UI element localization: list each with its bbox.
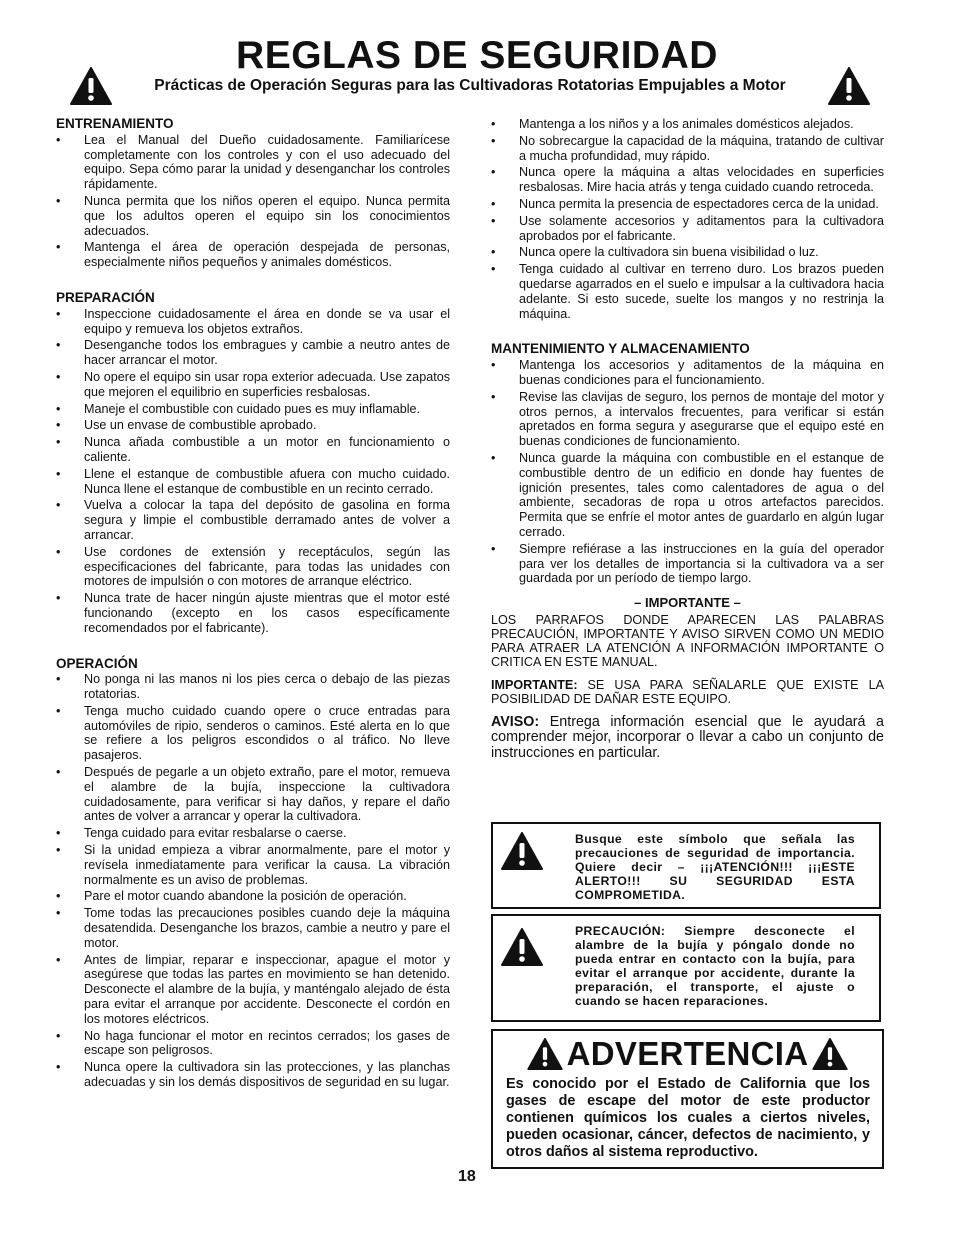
advertencia-box xyxy=(491,1029,884,1169)
importante-label: IMPORTANTE: xyxy=(491,677,578,692)
list-item: • Nunca añada combustible a un motor en funcionamiento o caliente. xyxy=(56,435,450,465)
list-item: • Nunca opere la máquina a altas velocidades en superficies resbalosas. Mire hacia atrás y tenga cuidado cuando retroceda. xyxy=(491,165,884,195)
list-item: • Use cordones de extensión y receptáculos, según las especificaciones del fabricante, para todas las unidades con motores de impulsión o con motores de arranque eléctrico. xyxy=(56,545,450,589)
warning-triangle-icon xyxy=(501,928,543,966)
list-item: • Siempre refiérase a las instrucciones en la guía del operador para ver los detalles de importancia si la cultivadora va a ser guardada por un período de tiempo largo. xyxy=(491,542,884,586)
section-heading-entrenamiento: ENTRENAMIENTO xyxy=(56,116,174,131)
safety-symbol-box xyxy=(491,822,881,909)
list-item: • Lea el Manual del Dueño cuidadosamente. Familiarícese completamente con los controles y con el uso adecuado del equipo. Sepa cómo parar la unidad y desenganchar los controles rápidamente. xyxy=(56,133,450,192)
list-item: • No sobrecargue la capacidad de la máquina, tratando de cultivar a mucha profundidad, muy rápido. xyxy=(491,134,884,164)
list-item: • Llene el estanque de combustible afuera con mucho cuidado. Nunca llene el estanque de combustible en un recinto cerrado. xyxy=(56,467,450,497)
list-item: • Mantenga a los niños y a los animales domésticos alejados. xyxy=(491,117,884,132)
list-item: • Use solamente accesorios y aditamentos para la cultivadora aprobados por el fabricante. xyxy=(491,214,884,244)
advertencia-title: ADVERTENCIA xyxy=(566,1035,809,1072)
list-item: • Nunca guarde la máquina con combustible en el estanque de combustible dentro de un edificio en donde hay fuentes de ignición presentes, tales como calentadores de agua o del ambiente, secadoras de ropa u otros artefactos parecidos. Permita que se enfríe el motor antes de guardarlo en algún lugar cerrado. xyxy=(491,451,884,540)
list-item: • No ponga ni las manos ni los pies cerca o debajo de las piezas rotatorias. xyxy=(56,672,450,702)
list-item: • Nunca opere la cultivadora sin buena visibilidad o luz. xyxy=(491,245,884,260)
page-number: 18 xyxy=(458,1168,476,1185)
advertencia-text: Es conocido por el Estado de California que los gases de escape del motor de este productor contienen químicos los cuales a ciertos niveles, pueden ocasionar, cáncer, defectos de nacimiento, y otros daños al sistema reproductivo. xyxy=(506,1076,870,1160)
safety-symbol-text: Busque este símbolo que señala las precauciones de seguridad de importancia. Quiere decir – ¡¡¡ATENCIÓN!!! ¡¡¡ESTE ALERTO!!! SU SEGURIDAD ESTA COMPROMETIDA. xyxy=(575,832,855,902)
mantenimiento-list xyxy=(491,358,884,586)
list-item: • Revise las clavijas de seguro, los pernos de montaje del motor y otros pernos, a intervalos frecuentes, para verificar si están apretados en forma segura y asegurarse que el equipo esté en buenas condiciones de funcionamiento. xyxy=(491,390,884,449)
importante-text: SE USA PARA SEÑALARLE QUE EXISTE LA POSIBILIDAD DE DAÑAR ESTE EQUIPO. xyxy=(491,677,884,706)
section-heading-mantenimiento: MANTENIMIENTO Y ALMACENAMIENTO xyxy=(491,341,750,357)
warning-triangle-icon xyxy=(527,1038,563,1070)
list-item: • Pare el motor cuando abandone la posición de operación. xyxy=(56,889,450,904)
aviso-definition xyxy=(491,715,884,762)
list-item: • Vuelva a colocar la tapa del depósito de gasolina en forma segura y limpie el combustible derramado antes de volver a arrancar. xyxy=(56,498,450,542)
list-item: • Si la unidad empieza a vibrar anormalmente, pare el motor y revísela inmediatamente para verificar la causa. La vibración normalmente es un aviso de problemas. xyxy=(56,843,450,887)
list-item: • Mantenga el área de operación despejada de personas, especialmente niños pequeños y animales domésticos. xyxy=(56,240,450,270)
list-item: • Tenga cuidado para evitar resbalarse o caerse. xyxy=(56,826,450,841)
precaucion-box xyxy=(491,914,881,1022)
list-item: • Nunca permita que los niños operen el equipo. Nunca permita que los adultos operen el equipo sin los conocimientos adecuados. xyxy=(56,194,450,238)
operacion-continued-list xyxy=(491,117,884,321)
list-item: • No haga funcionar el motor en recintos cerrados; los gases de escape son peligrosos. xyxy=(56,1029,450,1059)
precaucion-text: PRECAUCIÓN: Siempre desconecte el alambre de la bujía y póngalo donde no pueda entrar en contacto con la bujía, para evitar el arranque por accidente, durante la preparación, el transporte, el ajuste o cuando se hacen reparaciones. xyxy=(575,924,855,1008)
subtitle: Prácticas de Operación Seguras para las Cultivadoras Rotatorias Empujables a Motor xyxy=(154,77,786,94)
importante-paragraph: LOS PARRAFOS DONDE APARECEN LAS PALABRAS PRECAUCIÓN, IMPORTANTE Y AVISO SIRVEN COMO UN MEDIO PARA ATRAER LA ATENCIÓN A INFORMACIÓN IMPORTANTE O CRITICA EN ESTE MANUAL. xyxy=(491,612,884,669)
list-item: • Maneje el combustible con cuidado pues es muy inflamable. xyxy=(56,402,450,417)
entrenamiento-list xyxy=(56,133,450,270)
warning-triangle-icon xyxy=(501,832,543,870)
list-item: • Use un envase de combustible aprobado. xyxy=(56,418,450,433)
left-column xyxy=(56,117,450,1092)
warning-triangle-icon xyxy=(812,1038,848,1070)
section-heading-preparacion: PREPARACIÓN xyxy=(56,289,155,305)
list-item: • Después de pegarle a un objeto extraño, pare el motor, remueva el alambre de la bujía, inspeccione la cultivadora cuidadosamente, para verificar si hay daños, y repare el daño antes de volver a arrancar y operar la cultivadora. xyxy=(56,765,450,824)
importante-heading: – IMPORTANTE – xyxy=(634,595,741,611)
list-item: • Nunca opere la cultivadora sin las protecciones, y las planchas adecuadas y sin los demás dispositivos de seguridad en su lugar. xyxy=(56,1060,450,1090)
section-heading-operacion: OPERACIÓN xyxy=(56,655,138,671)
preparacion-list xyxy=(56,307,450,636)
right-column xyxy=(491,117,884,761)
list-item: • Mantenga los accesorios y aditamentos de la máquina en buenas condiciones para el funcionamiento. xyxy=(491,358,884,388)
operacion-list xyxy=(56,672,450,1090)
warning-triangle-icon xyxy=(70,67,112,105)
list-item: • Nunca trate de hacer ningún ajuste mientras que el motor esté funcionando (excepto en los casos específicamente recomendados por el fabricante). xyxy=(56,591,450,635)
list-item: • Inspeccione cuidadosamente el área en donde se va usar el equipo y remueva los objetos extraños. xyxy=(56,307,450,337)
warning-triangle-icon xyxy=(828,67,870,105)
aviso-label: AVISO: xyxy=(491,713,540,730)
list-item: • Nunca permita la presencia de espectadores cerca de la unidad. xyxy=(491,197,884,212)
subtitle-row xyxy=(70,66,870,106)
list-item: • No opere el equipo sin usar ropa exterior adecuada. Use zapatos que mejoren el equilibrio en superficies resbalosas. xyxy=(56,370,450,400)
list-item: • Desenganche todos los embragues y cambie a neutro antes de hacer arrancar el motor. xyxy=(56,338,450,368)
importante-definition xyxy=(491,678,884,706)
list-item: • Tome todas las precauciones posibles cuando deje la máquina desatendida. Desenganche los brazos, cambie a neutro y pare el motor. xyxy=(56,906,450,950)
page-title: REGLAS DE SEGURIDAD xyxy=(236,34,718,77)
list-item: • Tenga mucho cuidado cuando opere o cruce entradas para automóviles de ripio, senderos o caminos. Esté alerta en lo que se refiere a los peligros escondidos o al tráfico. No lleve pasajeros. xyxy=(56,704,450,763)
list-item: • Antes de limpiar, reparar e inspeccionar, apague el motor y asegúrese que todas las partes en movimiento se han detenido. Desconecte el alambre de la bujía, y manténgalo alejado de ésta para evitar el arranque por accidente. Desconecte el cordón en los motores eléctricos. xyxy=(56,953,450,1027)
advertencia-header xyxy=(493,1035,882,1073)
list-item: • Tenga cuidado al cultivar en terreno duro. Los brazos pueden quedarse agarrados en el suelo e impulsar a la cultivadora hacia adelante. Si esto sucede, suelte los mangos y no restrinja la máquina. xyxy=(491,262,884,321)
aviso-text: Entrega información esencial que le ayudará a comprender mejor, incorporar o llevar a cabo un conjunto de instrucciones en particular. xyxy=(491,713,884,761)
